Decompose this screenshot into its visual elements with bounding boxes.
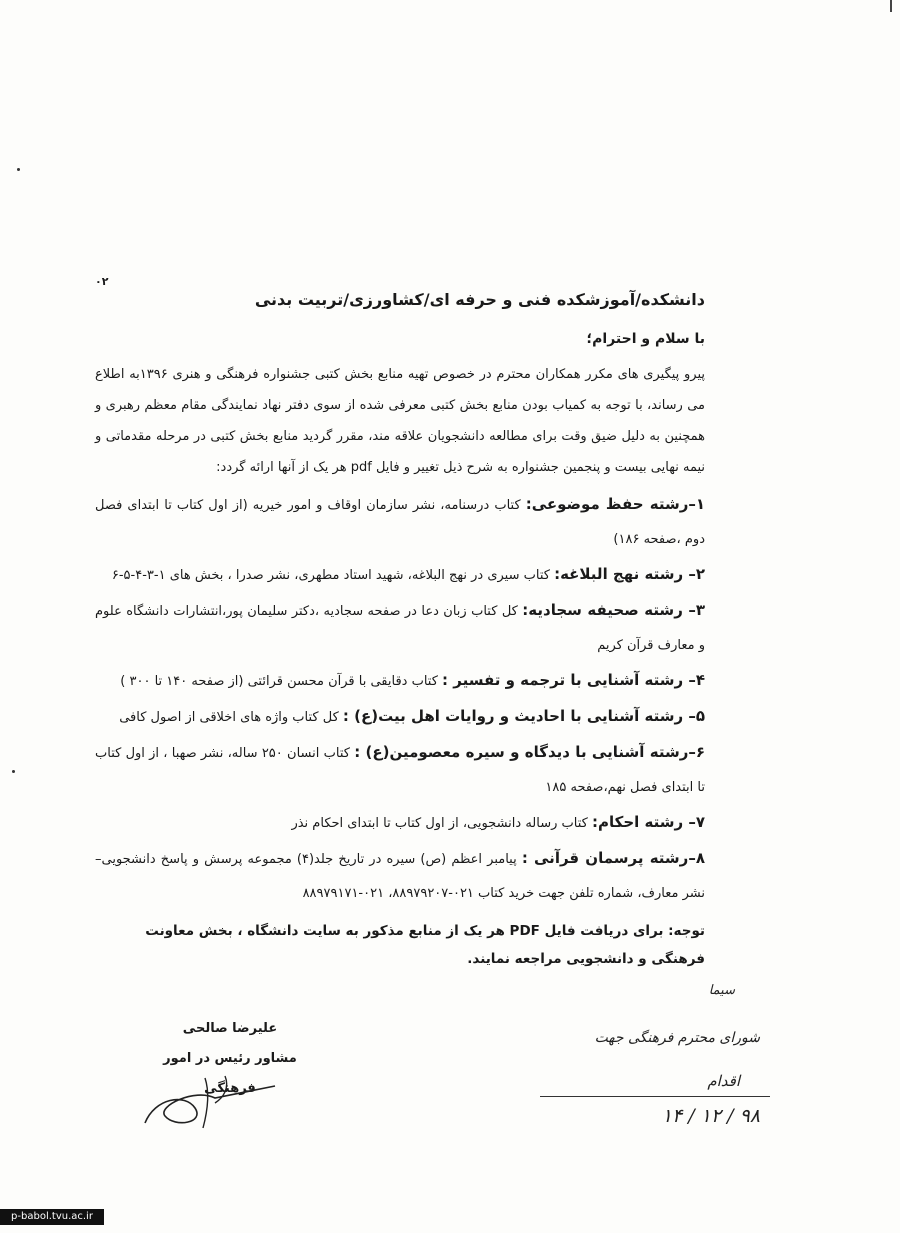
item-label: رشته پرسمان قرآنی : (521, 849, 689, 867)
resource-list (95, 487, 705, 911)
handwritten-action: اقدام (707, 1072, 740, 1090)
letter-greeting: با سلام و احترام؛ (586, 331, 705, 347)
site-watermark: p-babol.tvu.ac.ir (0, 1209, 104, 1225)
item-number: ۳– (682, 601, 705, 619)
item-text: پیامبر اعظم (ص) سیره در تاریخ جلد(۴) مجموعه پرسش و پاسخ دانشجویی– نشر معارف، شماره تلفن جهت خرید کتاب ۰۲۱-۸۸۹۷۹۲۰۷، ۰۲۱-۸۸۹۷۹۱۷۱ (95, 852, 705, 901)
list-item (95, 593, 705, 663)
item-label: رشته آشنایی با دیدگاه و سیره معصومین(ع) : (354, 743, 689, 761)
signer-title: مشاور رئیس در امور فرهنگی (163, 1051, 297, 1096)
item-text: کتاب رساله دانشجویی، از اول کتاب تا ابتدای احکام نذر (291, 816, 592, 831)
handwritten-margin-note: سیما (708, 983, 735, 998)
signature-scribble-icon (135, 1068, 285, 1138)
item-text: کل کتاب واژه های اخلاقی از اصول کافی (119, 710, 343, 725)
item-text: کل کتاب زبان دعا در صفحه سجادیه ،دکتر سلیمان پور،انتشارات دانشگاه علوم و معارف قرآن کریم (95, 604, 705, 653)
list-item (95, 487, 705, 557)
item-text: کتاب درسنامه، نشر سازمان اوقاف و امور خیریه (از اول کتاب تا ابتدای فصل دوم ،صفحه ۱۸۶) (95, 498, 705, 547)
list-item (95, 557, 705, 593)
item-label: رشته احکام: (591, 813, 684, 831)
item-number: ۵– (683, 707, 705, 725)
scan-speck (17, 168, 20, 171)
item-number: ۱– (688, 495, 705, 513)
item-text: کتاب انسان ۲۵۰ ساله، نشر صهبا ، از اول کتاب تا ابتدای فصل نهم،صفحه ۱۸۵ (95, 746, 705, 795)
item-text: کتاب سیری در نهج البلاغه، شهید استاد مطهری، نشر صدرا ، بخش های ۱-۳-۴-۵-۶ (111, 568, 555, 583)
item-text: کتاب دقایقی با قرآن محسن قرائتی (از صفحه ۱۴۰ تا ۳۰۰ ) (120, 674, 443, 689)
list-item (95, 699, 705, 735)
item-number: ۷– (683, 813, 705, 831)
item-number: ۴– (683, 671, 705, 689)
list-item (95, 735, 705, 805)
letter-header: دانشکده/آموزشکده فنی و حرفه ای/کشاورزی/تربیت بدنی (254, 290, 705, 309)
handwritten-date: ۹۸ / ۱۲ / ۱۴ (661, 1105, 760, 1127)
letter-paragraph: پیرو پیگیری های مکرر همکاران محترم در خصوص تهیه منابع بخش کتبی جشنواره فرهنگی و هنری ۱۳۹۶به اطلاع می رساند، با توجه به کمیاب بودن منابع بخش کتبی معرفی شده از سوی دفتر نهاد نمایندگی مقام معظم رهبری و همچنین به دلیل ضیق وقت برای مطالعه دانشجویان علاقه مند، مقرر گردید منابع بخش کتبی در مرحله مقدماتی و نیمه نهایی بیست و پنجمین جشنواره به شرح ذیل تغییر و فایل pdf هر یک از آنها ارائه گردد: (95, 367, 705, 475)
letter-body (95, 275, 705, 973)
scan-speck (12, 770, 15, 773)
letter-note: توجه: برای دریافت فایل PDF هر یک از منابع مذکور به سایت دانشگاه ، بخش معاونت فرهنگی و دانشجویی مراجعه نمایند. (145, 923, 705, 967)
item-number: ۲– (683, 565, 705, 583)
list-item (95, 841, 705, 911)
list-item (95, 663, 705, 699)
list-item (95, 805, 705, 841)
item-number: ۶– (688, 743, 705, 761)
item-label: رشته آشنایی با ترجمه و تفسیر : (442, 671, 684, 689)
handwritten-referral: شورای محترم فرهنگی جهت (594, 1030, 760, 1046)
item-label: رشته نهج البلاغه: (554, 565, 684, 583)
scan-corner-mark (890, 0, 892, 12)
signer-name: علیرضا صالحی (182, 1021, 278, 1036)
item-label: رشته حفظ موضوعی: (525, 495, 689, 513)
item-number: ۸– (688, 849, 705, 867)
item-label: رشته صحیفه سجادیه: (522, 601, 683, 619)
handwritten-underline (540, 1096, 770, 1097)
letter-mark: ۰۲ (95, 275, 109, 288)
item-label: رشته آشنایی با احادیث و روایات اهل بیت(ع) : (342, 707, 684, 725)
